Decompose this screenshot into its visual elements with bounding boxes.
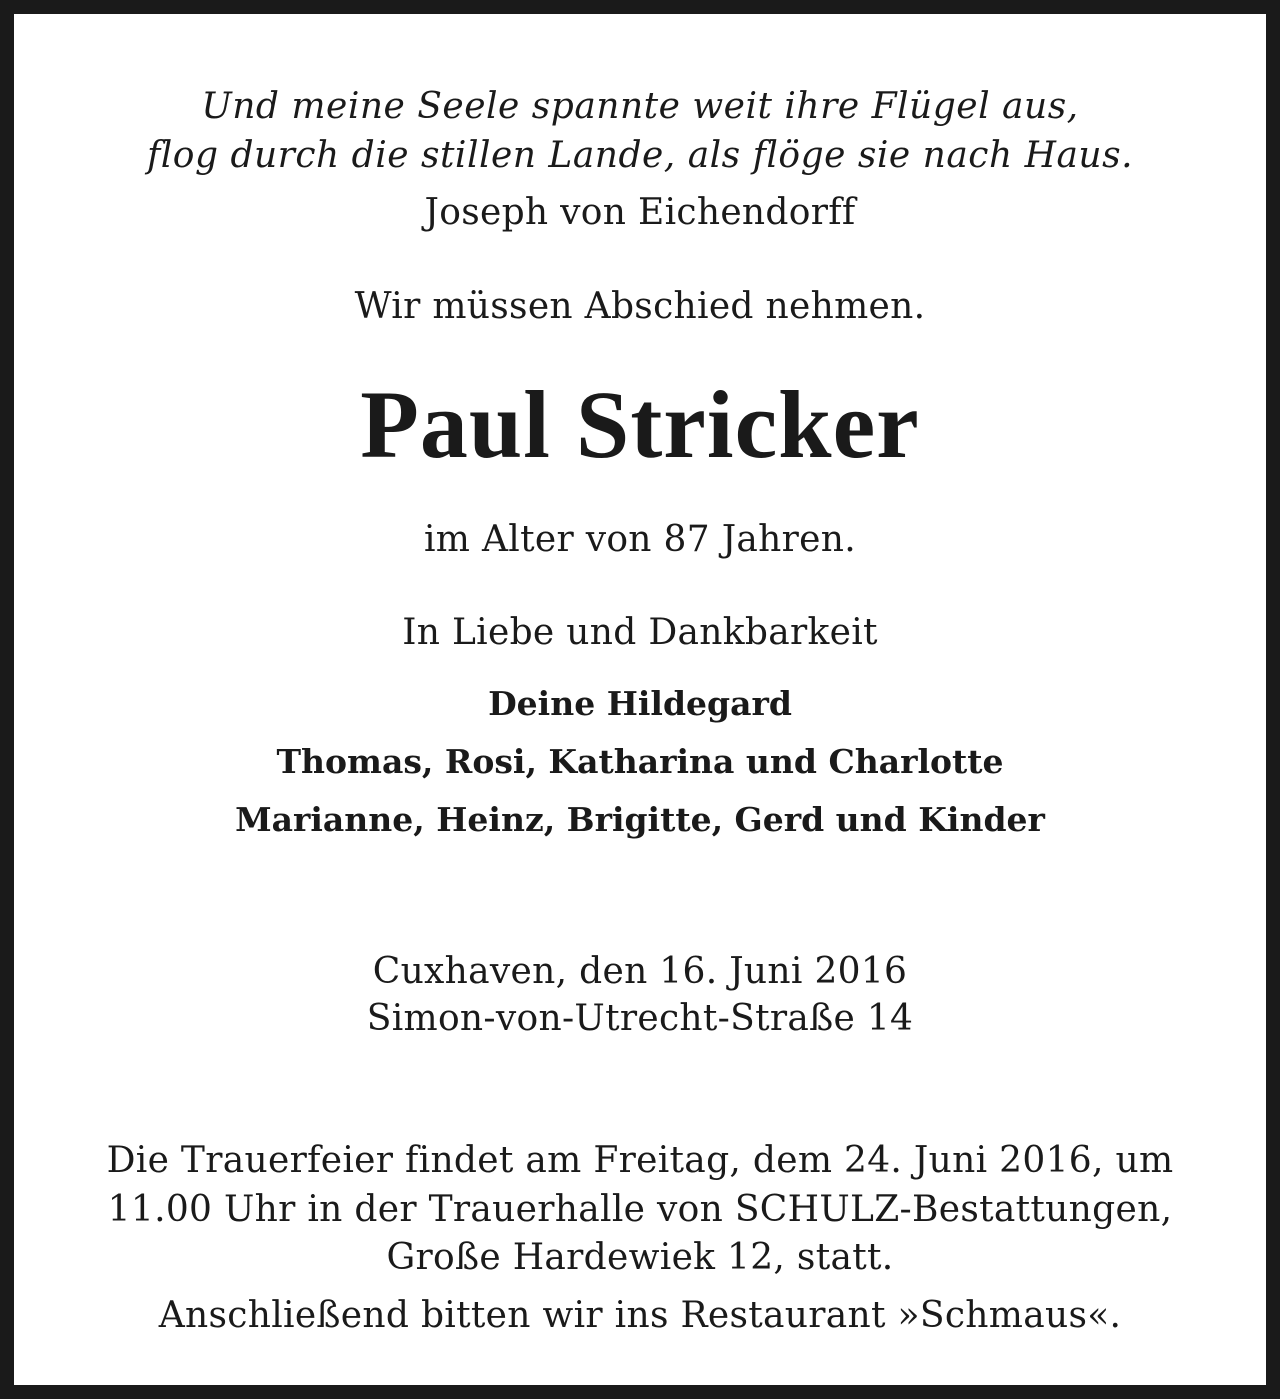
place-date: Cuxhaven, den 16. Juni 2016 xyxy=(372,951,908,992)
announcement: Wir müssen Abschied nehmen. xyxy=(354,286,926,327)
address: Simon-von-Utrecht-Straße 14 xyxy=(366,998,914,1039)
funeral-line-2: 11.00 Uhr in der Trauerhalle von SCHULZ-Bestattungen, xyxy=(107,1189,1173,1230)
age-text: im Alter von 87 Jahren. xyxy=(423,519,857,560)
quote-line-2: flog durch die stillen Lande, als flöge sie nach Haus. xyxy=(146,135,1134,176)
mourner-line-3: Marianne, Heinz, Brigitte, Gerd und Kinder xyxy=(235,800,1045,839)
funeral-line-1: Die Trauerfeier findet am Freitag, dem 24. Juni 2016, um xyxy=(106,1140,1174,1181)
closing-text: In Liebe und Dankbarkeit xyxy=(402,612,878,653)
mourner-line-2: Thomas, Rosi, Katharina und Charlotte xyxy=(276,742,1004,781)
quote-author: Joseph von Eichendorff xyxy=(424,192,856,233)
quote-line-1: Und meine Seele spannte weit ihre Flügel aus, xyxy=(201,86,1079,127)
funeral-line-4: Anschließend bitten wir ins Restaurant »Schmaus«. xyxy=(158,1295,1122,1336)
mourner-line-1: Deine Hildegard xyxy=(488,684,792,723)
deceased-name: Paul Stricker xyxy=(360,371,920,478)
funeral-line-3: Große Hardewiek 12, statt. xyxy=(386,1237,894,1278)
